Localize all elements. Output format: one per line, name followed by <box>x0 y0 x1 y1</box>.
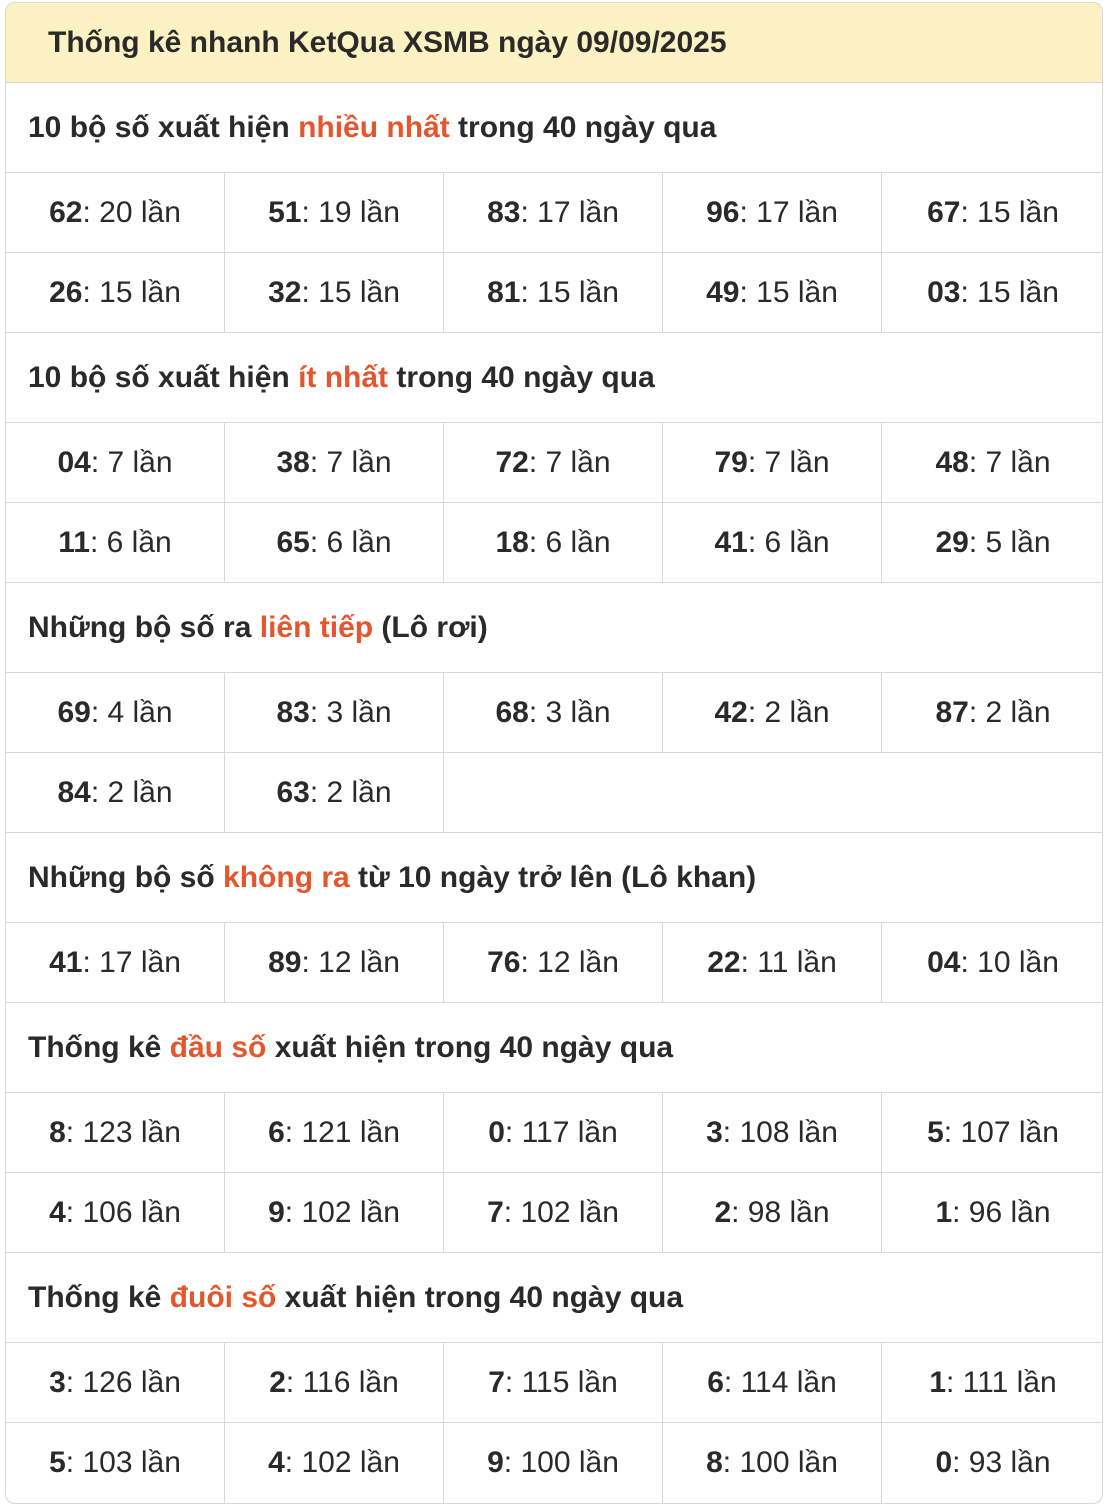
stat-cell <box>444 503 663 583</box>
stat-count: : 96 lần <box>952 1195 1051 1229</box>
stat-cell <box>6 1093 225 1173</box>
stat-number: 41 <box>714 525 748 559</box>
empty-cell <box>444 753 663 833</box>
stat-count: : 7 lần <box>747 445 830 479</box>
stats-grid-tail-digit <box>6 1343 1102 1503</box>
stat-count: : 3 lần <box>528 695 611 729</box>
stat-cell <box>444 173 663 253</box>
stats-grid-least-frequent <box>6 423 1102 583</box>
stat-cell <box>6 1423 225 1503</box>
stat-cell <box>225 423 444 503</box>
stat-number: 04 <box>927 945 961 979</box>
stat-number: 96 <box>706 195 740 229</box>
stat-cell <box>663 1343 882 1423</box>
stat-number: 72 <box>495 445 529 479</box>
section-title-hl: đuôi số <box>169 1280 277 1314</box>
stat-number: 26 <box>49 275 83 309</box>
stat-cell <box>663 1423 882 1503</box>
stat-number: 41 <box>49 945 83 979</box>
section-title-hl: liên tiếp <box>259 610 374 644</box>
stat-count: : 19 lần <box>301 195 400 229</box>
stat-cell <box>882 1343 1103 1423</box>
section-title-pre: Những bộ số <box>28 860 224 894</box>
stat-cell <box>882 503 1103 583</box>
stats-grid-most-frequent <box>6 173 1102 333</box>
stat-cell <box>6 753 225 833</box>
stat-count: : 15 lần <box>520 275 619 309</box>
stat-count: : 111 lần <box>946 1365 1057 1399</box>
section-title-least-frequent <box>6 333 1102 423</box>
stat-number: 4 <box>49 1195 66 1229</box>
stat-number: 67 <box>927 195 961 229</box>
stat-count: : 6 lần <box>309 525 392 559</box>
stat-cell <box>225 253 444 333</box>
stat-number: 87 <box>935 695 969 729</box>
stat-count: : 106 lần <box>65 1195 181 1229</box>
stat-cell <box>444 1423 663 1503</box>
stat-number: 81 <box>487 275 521 309</box>
stats-grid-head-digit <box>6 1093 1102 1253</box>
stat-count: : 121 lần <box>284 1115 400 1149</box>
empty-cell <box>882 753 1103 833</box>
stat-count: : 116 lần <box>285 1365 399 1399</box>
stat-number: 38 <box>276 445 310 479</box>
section-title-hl: không ra <box>223 860 350 894</box>
stat-number: 7 <box>487 1195 504 1229</box>
stat-number: 5 <box>49 1446 66 1479</box>
stat-count: : 17 lần <box>739 195 838 229</box>
stat-count: : 15 lần <box>960 275 1059 309</box>
stat-number: 2 <box>714 1195 732 1229</box>
stat-number: 79 <box>714 445 748 479</box>
stat-count: : 17 lần <box>82 945 181 979</box>
section-title-post: trong 40 ngày qua <box>449 110 717 144</box>
stat-cell <box>663 923 882 1003</box>
section-title-most-frequent <box>6 83 1102 173</box>
stat-number: 4 <box>268 1446 285 1479</box>
stat-number: 29 <box>935 525 969 559</box>
stat-count: : 2 lần <box>90 775 173 809</box>
stat-cell <box>663 503 882 583</box>
stat-count: : 2 lần <box>309 775 392 809</box>
stat-count: : 108 lần <box>722 1115 838 1149</box>
sections-container <box>6 83 1102 1503</box>
stat-count: : 11 lần <box>740 945 837 979</box>
stat-number: 9 <box>268 1195 285 1229</box>
section-title-hl: nhiều nhất <box>298 110 450 144</box>
stat-count: : 4 lần <box>90 695 173 729</box>
stat-number: 48 <box>935 445 969 479</box>
stat-cell <box>444 1173 663 1253</box>
stat-count: : 123 lần <box>65 1115 181 1149</box>
section-title-post: (Lô rơi) <box>373 610 488 644</box>
stat-cell <box>6 1173 225 1253</box>
stat-cell <box>444 423 663 503</box>
stat-cell <box>882 173 1103 253</box>
stat-count: : 117 lần <box>504 1115 618 1149</box>
section-title-pre: Thống kê <box>28 1030 170 1064</box>
stat-number: 03 <box>927 275 961 309</box>
stat-number: 6 <box>707 1365 724 1399</box>
stat-cell <box>225 173 444 253</box>
stat-number: 9 <box>487 1446 504 1479</box>
stat-count: : 102 lần <box>284 1446 400 1479</box>
section-title-hl: đầu số <box>169 1030 267 1064</box>
stat-count: : 7 lần <box>968 445 1051 479</box>
section-title-consecutive <box>6 583 1102 673</box>
section-title-post: từ 10 ngày trở lên (Lô khan) <box>349 860 757 894</box>
stat-cell <box>444 673 663 753</box>
stat-count: : 114 lần <box>723 1365 837 1399</box>
stat-cell <box>882 923 1103 1003</box>
stat-cell <box>6 423 225 503</box>
stat-number: 42 <box>714 695 748 729</box>
stat-cell <box>6 1343 225 1423</box>
stat-number: 3 <box>706 1115 723 1149</box>
stat-count: : 15 lần <box>301 275 400 309</box>
stat-count: : 115 lần <box>504 1365 618 1399</box>
stat-cell <box>882 1423 1103 1503</box>
stat-number: 18 <box>495 525 529 559</box>
stat-number: 69 <box>57 695 91 729</box>
stat-cell <box>225 673 444 753</box>
stat-cell <box>444 253 663 333</box>
stat-count: : 3 lần <box>309 695 392 729</box>
stat-number: 89 <box>268 945 302 979</box>
stat-cell <box>663 1093 882 1173</box>
stat-count: : 12 lần <box>301 945 400 979</box>
section-title-absent <box>6 833 1102 923</box>
stat-cell <box>225 1423 444 1503</box>
stat-count: : 103 lần <box>65 1446 181 1479</box>
stat-cell <box>225 1093 444 1173</box>
stat-cell <box>6 253 225 333</box>
stat-cell <box>6 923 225 1003</box>
stats-panel <box>5 2 1103 1504</box>
section-title-tail-digit <box>6 1253 1102 1343</box>
stat-count: : 15 lần <box>739 275 838 309</box>
stat-count: : 15 lần <box>960 195 1059 229</box>
section-title-pre: Những bộ số ra <box>28 610 260 644</box>
stat-count: : 5 lần <box>968 525 1051 559</box>
panel-title: Thống kê nhanh KetQua XSMB ngày 09/09/2025 <box>48 25 727 59</box>
section-title-pre: 10 bộ số xuất hiện <box>28 360 299 394</box>
stat-number: 04 <box>57 445 91 479</box>
stat-number: 1 <box>929 1365 947 1399</box>
stat-count: : 10 lần <box>960 945 1059 979</box>
section-title-head-digit <box>6 1003 1102 1093</box>
stat-count: : 7 lần <box>90 445 173 479</box>
stat-cell <box>663 423 882 503</box>
stat-number: 7 <box>488 1365 505 1399</box>
section-title-pre: 10 bộ số xuất hiện <box>28 110 299 144</box>
stat-count: : 17 lần <box>520 195 619 229</box>
stat-cell <box>444 1093 663 1173</box>
stat-cell <box>882 253 1103 333</box>
stat-number: 84 <box>57 775 91 809</box>
stat-cell <box>882 1173 1103 1253</box>
stat-number: 76 <box>487 945 521 979</box>
stat-count: : 102 lần <box>284 1195 400 1229</box>
stat-cell <box>663 673 882 753</box>
stat-cell <box>663 253 882 333</box>
stat-count: : 6 lần <box>89 525 172 559</box>
stat-cell <box>225 503 444 583</box>
stat-cell <box>444 1343 663 1423</box>
stat-cell <box>882 423 1103 503</box>
stat-number: 83 <box>487 195 521 229</box>
stat-number: 0 <box>935 1446 953 1479</box>
stat-number: 83 <box>276 695 310 729</box>
stat-count: : 7 lần <box>309 445 392 479</box>
stat-cell <box>882 673 1103 753</box>
stat-count: : 107 lần <box>943 1115 1059 1149</box>
stat-count: : 20 lần <box>82 195 181 229</box>
section-title-post: xuất hiện trong 40 ngày qua <box>276 1280 684 1314</box>
stat-cell <box>225 923 444 1003</box>
stat-count: : 2 lần <box>747 695 830 729</box>
stat-number: 49 <box>706 275 740 309</box>
section-title-post: trong 40 ngày qua <box>388 360 655 394</box>
stat-number: 0 <box>488 1115 505 1149</box>
stat-count: : 100 lần <box>503 1446 619 1479</box>
stat-cell <box>225 1173 444 1253</box>
stat-count: : 126 lần <box>65 1365 181 1399</box>
stat-count: : 100 lần <box>722 1446 838 1479</box>
stat-cell <box>225 753 444 833</box>
section-title-pre: Thống kê <box>28 1280 170 1314</box>
stat-count: : 6 lần <box>528 525 611 559</box>
stat-number: 3 <box>49 1365 66 1399</box>
stat-number: 8 <box>49 1115 66 1149</box>
stat-number: 11 <box>58 525 90 559</box>
stat-count: : 93 lần <box>952 1446 1051 1479</box>
stat-count: : 15 lần <box>82 275 181 309</box>
stat-number: 1 <box>935 1195 953 1229</box>
stat-count: : 98 lần <box>731 1195 830 1229</box>
stat-cell <box>6 673 225 753</box>
stat-cell <box>663 1173 882 1253</box>
stat-number: 65 <box>276 525 310 559</box>
stat-count: : 2 lần <box>968 695 1051 729</box>
stat-cell <box>882 1093 1103 1173</box>
section-title-hl: ít nhất <box>298 360 389 394</box>
stat-number: 2 <box>269 1365 286 1399</box>
stat-count: : 12 lần <box>520 945 619 979</box>
stats-grid-consecutive <box>6 673 1102 833</box>
stat-count: : 6 lần <box>747 525 830 559</box>
stat-cell <box>6 173 225 253</box>
stat-number: 63 <box>276 775 310 809</box>
stat-count: : 102 lần <box>503 1195 619 1229</box>
stat-cell <box>663 173 882 253</box>
stat-number: 8 <box>706 1446 723 1479</box>
stat-cell <box>444 923 663 1003</box>
empty-cell <box>663 753 882 833</box>
stat-cell <box>225 1343 444 1423</box>
panel-header <box>6 3 1102 83</box>
stat-number: 62 <box>49 195 83 229</box>
stat-number: 6 <box>268 1115 285 1149</box>
stat-number: 51 <box>268 195 302 229</box>
stat-number: 5 <box>927 1115 944 1149</box>
stat-count: : 7 lần <box>528 445 611 479</box>
section-title-post: xuất hiện trong 40 ngày qua <box>266 1030 674 1064</box>
stat-cell <box>6 503 225 583</box>
stat-number: 22 <box>707 945 741 979</box>
stat-number: 68 <box>495 695 529 729</box>
stat-number: 32 <box>268 275 302 309</box>
stats-grid-absent <box>6 923 1102 1003</box>
